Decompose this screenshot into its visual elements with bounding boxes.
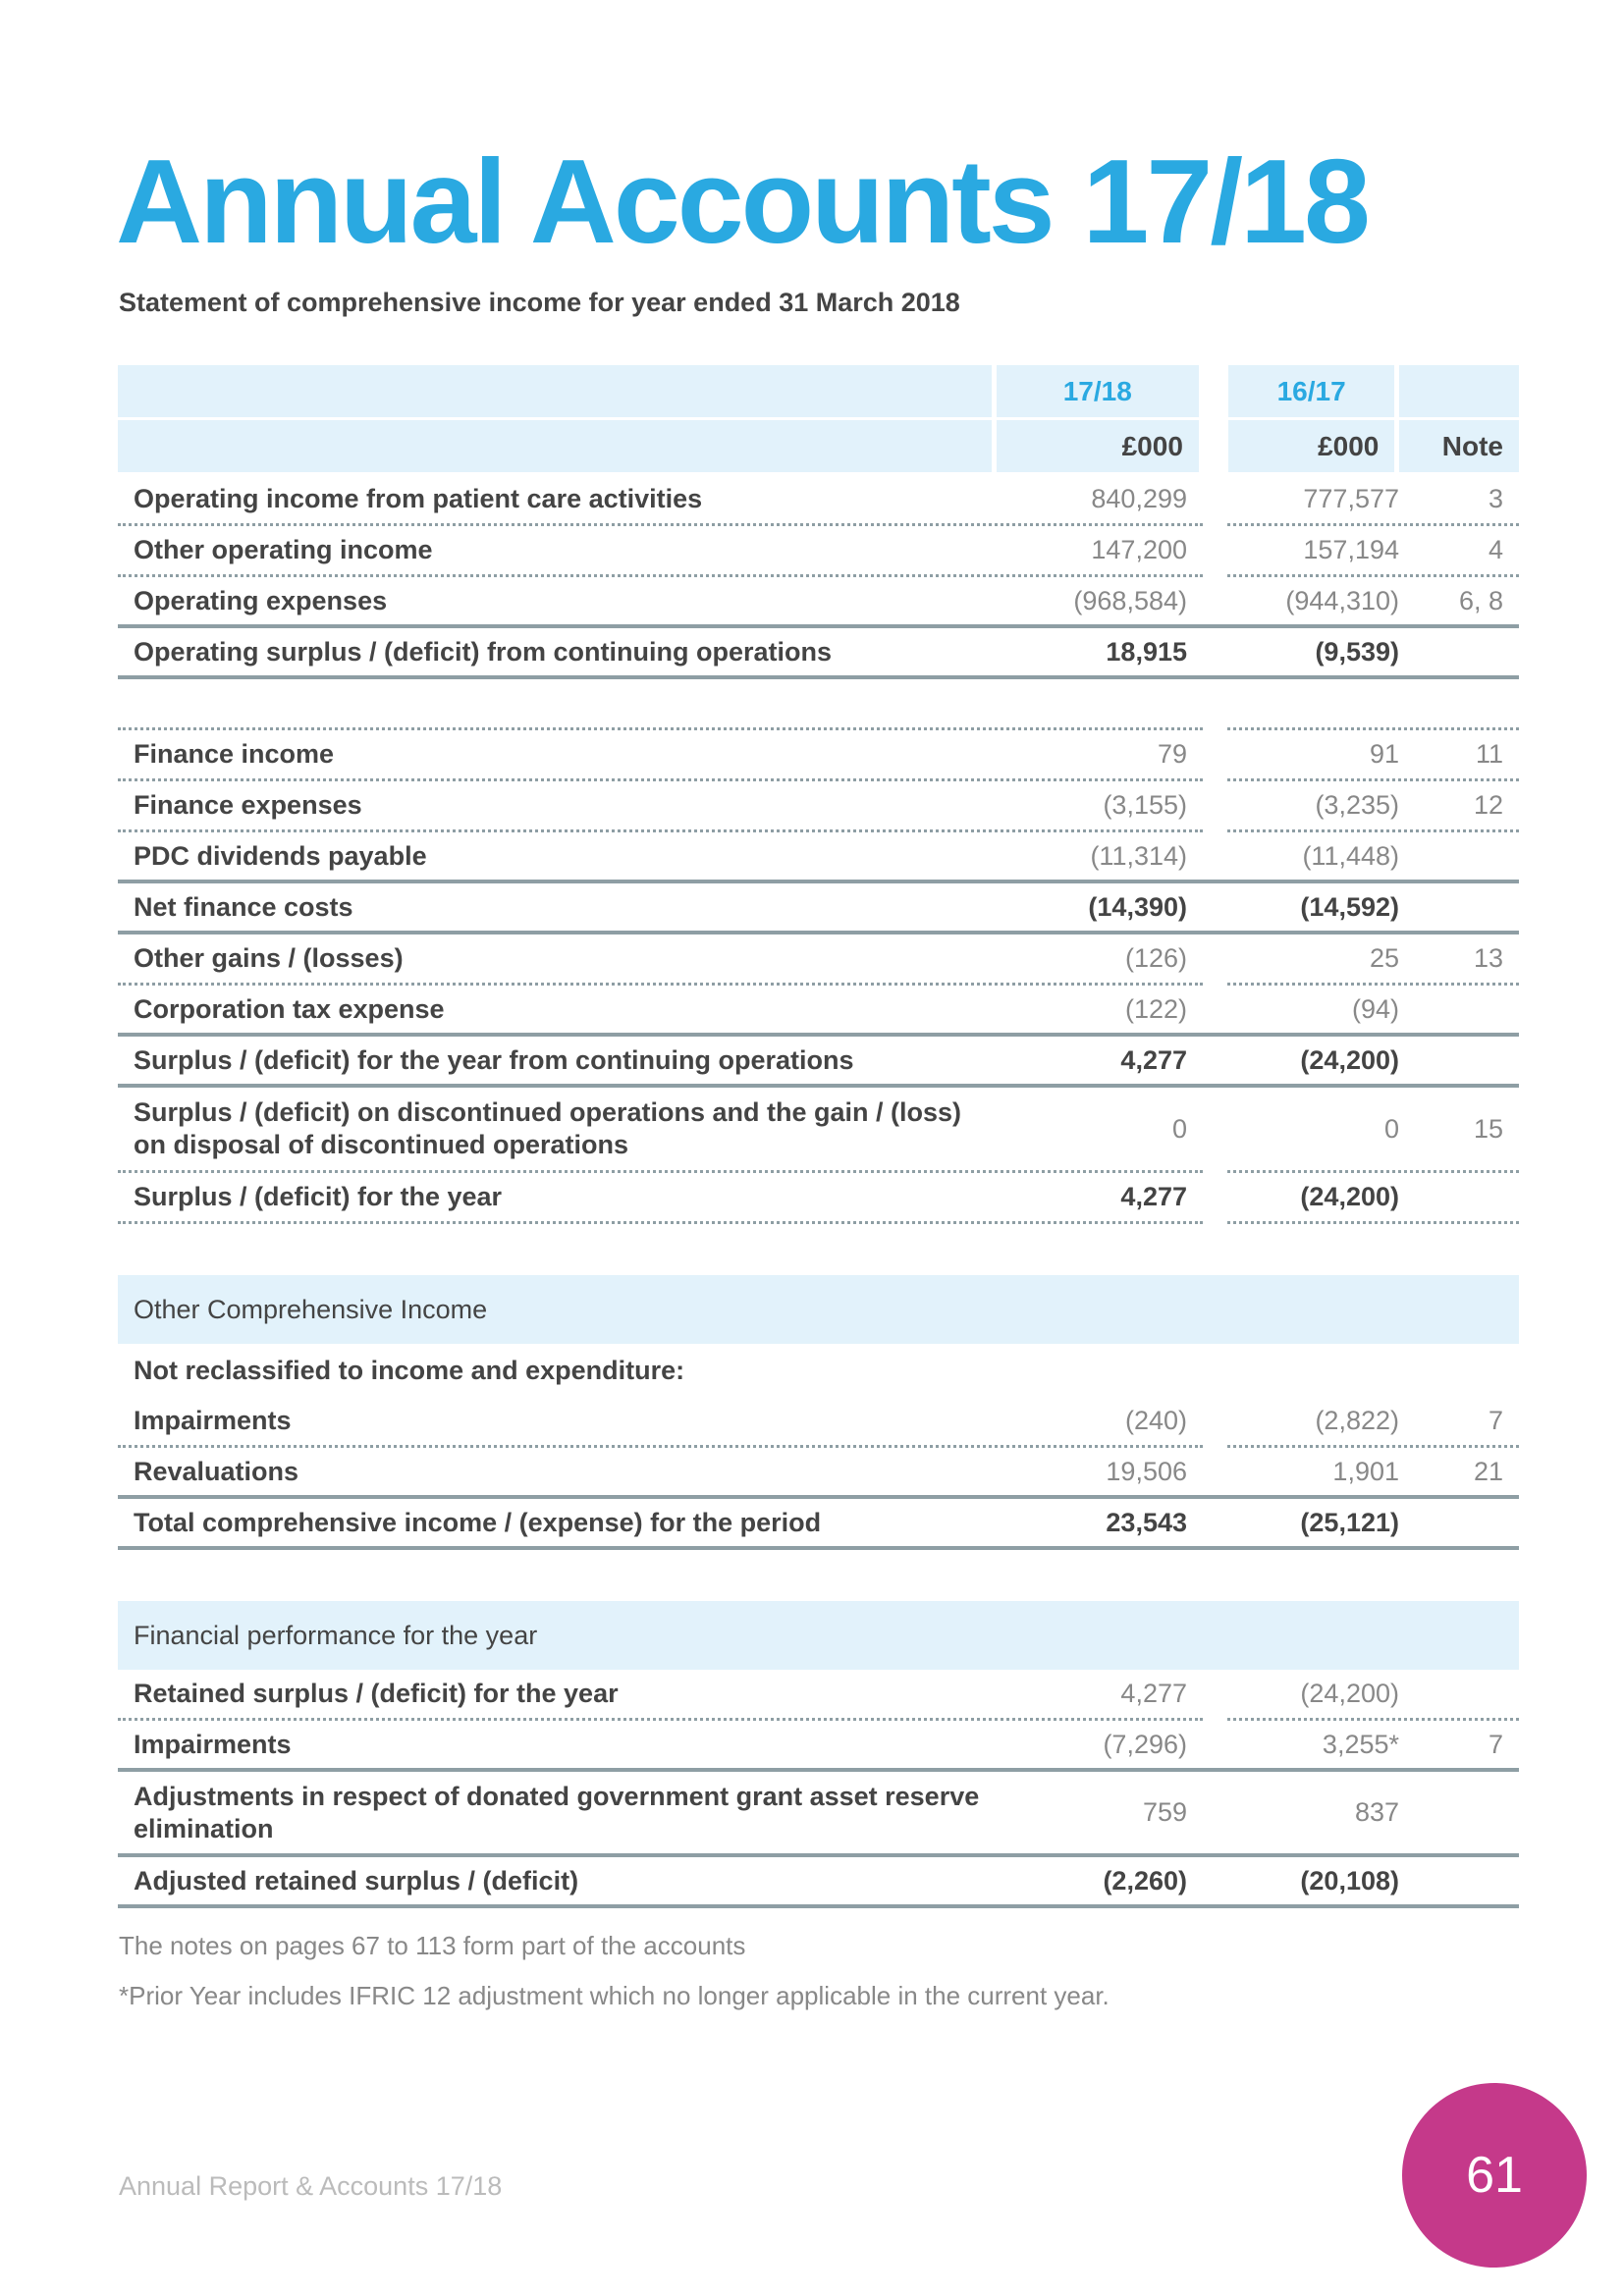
value-current-year: 18,915	[1106, 636, 1187, 667]
table-row	[118, 986, 1519, 1037]
value-current-year: 4,277	[1120, 1182, 1187, 1211]
value-current-year: 23,543	[1106, 1507, 1187, 1537]
value-current-year: (968,584)	[1073, 585, 1187, 615]
value-prior-year: 25	[1369, 943, 1399, 973]
header-note: Note	[1399, 420, 1519, 472]
header-unit-prior: £000	[1228, 420, 1394, 472]
footnote: The notes on pages 67 to 113 form part of the accounts	[119, 1931, 746, 1960]
spacer-row	[118, 1224, 1519, 1275]
section-heading-row	[118, 1601, 1519, 1670]
value-current-year: 19,506	[1106, 1456, 1187, 1486]
income-statement-table	[118, 365, 1519, 1908]
value-current-year: (3,155)	[1103, 790, 1187, 820]
value-prior-year: (944,310)	[1285, 585, 1399, 615]
note-ref	[1399, 1499, 1519, 1546]
value-prior-year: 837	[1354, 1797, 1399, 1827]
row-label: Operating income from patient care activities	[134, 484, 703, 513]
value-current-year: 759	[1142, 1797, 1187, 1827]
note-ref: 21	[1473, 1456, 1503, 1486]
value-current-year: 147,200	[1091, 535, 1187, 564]
note-ref: 4	[1488, 535, 1503, 564]
note-ref: 6, 8	[1458, 585, 1503, 615]
row-label: Total comprehensive income / (expense) for the period	[134, 1507, 822, 1537]
value-current-year: 0	[1171, 1113, 1187, 1144]
header-years-row	[118, 365, 1519, 417]
page-title: Annual Accounts 17/18	[116, 134, 1368, 268]
note-ref: 13	[1473, 943, 1503, 973]
row-label: Surplus / (deficit) for the year	[134, 1182, 503, 1211]
row-label: Operating surplus / (deficit) from continuing operations	[134, 636, 833, 667]
row-label: Operating expenses	[134, 585, 388, 615]
section-heading: Other Comprehensive Income	[134, 1294, 488, 1324]
row-label: Impairments	[134, 1729, 292, 1759]
value-prior-year: (24,200)	[1300, 1679, 1399, 1708]
note-ref	[1399, 1037, 1519, 1084]
header-year-prior: 16/17	[1228, 365, 1394, 417]
value-prior-year: (25,121)	[1300, 1507, 1399, 1537]
value-current-year: 4,277	[1120, 1044, 1187, 1075]
value-prior-year: (94)	[1351, 993, 1399, 1024]
note-ref: 7	[1488, 1729, 1503, 1759]
value-prior-year: 1,901	[1332, 1456, 1399, 1486]
value-prior-year: (2,822)	[1315, 1406, 1399, 1435]
value-prior-year: 157,194	[1303, 535, 1399, 564]
row-label: Net finance costs	[134, 891, 353, 922]
row-label: Other operating income	[134, 535, 433, 564]
page-number-badge: 61	[1402, 2083, 1587, 2268]
footnote: *Prior Year includes IFRIC 12 adjustment which no longer applicable in the current year.	[119, 1981, 1110, 2010]
footnotes	[119, 1931, 1110, 2031]
table-row	[118, 475, 1519, 526]
table-row	[118, 832, 1519, 883]
note-ref	[1399, 1173, 1519, 1221]
row-label: Adjustments in respect of donated government grant asset reserve elimination	[134, 1781, 980, 1843]
note-ref	[1399, 832, 1519, 880]
note-ref: 3	[1488, 484, 1503, 513]
section-heading: Financial performance for the year	[134, 1620, 538, 1650]
value-prior-year: 91	[1369, 739, 1399, 769]
table-row	[118, 1173, 1519, 1224]
table-row	[118, 526, 1519, 577]
value-prior-year: (24,200)	[1300, 1182, 1399, 1211]
note-ref	[1399, 986, 1519, 1033]
note-ref	[1399, 1857, 1519, 1904]
row-label: Finance expenses	[134, 790, 362, 820]
section-heading-row	[118, 1344, 1519, 1397]
note-ref: 7	[1488, 1406, 1503, 1435]
table-row	[118, 1448, 1519, 1499]
value-prior-year: (20,108)	[1300, 1865, 1399, 1896]
table-row	[118, 883, 1519, 934]
section-heading-row	[118, 1275, 1519, 1344]
table-row	[118, 781, 1519, 832]
note-ref	[1399, 883, 1519, 931]
row-label: Retained surplus / (deficit) for the year	[134, 1679, 619, 1708]
value-prior-year: (11,448)	[1302, 840, 1399, 871]
table-row	[118, 1499, 1519, 1550]
table-row	[118, 1037, 1519, 1088]
table-row	[118, 1857, 1519, 1908]
statement-subtitle: Statement of comprehensive income for year ended 31 March 2018	[119, 288, 960, 317]
table-row	[118, 1397, 1519, 1448]
section-heading: Not reclassified to income and expenditure:	[134, 1355, 685, 1385]
table-row	[118, 730, 1519, 781]
footer-text: Annual Report & Accounts 17/18	[119, 2171, 503, 2201]
row-label: Finance income	[134, 739, 335, 769]
row-label: Revaluations	[134, 1456, 299, 1486]
table-row	[118, 934, 1519, 986]
value-prior-year: (14,592)	[1300, 891, 1399, 922]
value-current-year: (7,296)	[1103, 1729, 1187, 1759]
note-ref	[1399, 1670, 1519, 1718]
table-row	[118, 577, 1519, 628]
row-label: Corporation tax expense	[134, 993, 445, 1024]
value-current-year: (240)	[1124, 1406, 1187, 1435]
spacer-row	[118, 1550, 1519, 1601]
value-current-year: (14,390)	[1088, 891, 1187, 922]
value-prior-year: 0	[1383, 1113, 1399, 1144]
row-label: PDC dividends payable	[134, 840, 427, 871]
table-row	[118, 1772, 1519, 1857]
row-label: Other gains / (losses)	[134, 943, 404, 973]
value-current-year: (2,260)	[1103, 1865, 1187, 1896]
value-prior-year: (9,539)	[1315, 636, 1399, 667]
row-label: Impairments	[134, 1406, 292, 1435]
value-prior-year: (3,235)	[1315, 790, 1399, 820]
value-current-year: (11,314)	[1090, 840, 1187, 871]
value-prior-year: 3,255*	[1322, 1729, 1399, 1759]
value-current-year: (126)	[1124, 943, 1187, 973]
note-ref: 11	[1475, 739, 1503, 769]
value-current-year: (122)	[1124, 993, 1187, 1024]
value-current-year: 4,277	[1120, 1679, 1187, 1708]
header-unit-current: £000	[997, 420, 1199, 472]
value-current-year: 79	[1157, 739, 1187, 769]
header-units-row	[118, 420, 1519, 472]
table-row	[118, 1670, 1519, 1721]
note-ref: 12	[1473, 790, 1503, 820]
row-label: Adjusted retained surplus / (deficit)	[134, 1865, 579, 1896]
row-label: Surplus / (deficit) for the year from continuing operations	[134, 1044, 854, 1075]
note-ref: 15	[1473, 1113, 1503, 1144]
header-year-current: 17/18	[997, 365, 1199, 417]
table-row	[118, 1088, 1519, 1173]
table-row	[118, 1721, 1519, 1772]
spacer-row	[118, 679, 1519, 730]
value-prior-year: 777,577	[1303, 484, 1399, 513]
value-prior-year: (24,200)	[1300, 1044, 1399, 1075]
table-row	[118, 628, 1519, 679]
note-ref	[1399, 628, 1519, 675]
note-ref	[1399, 1772, 1519, 1853]
row-label: Surplus / (deficit) on discontinued operations and the gain / (loss) on disposal of discontinued operations	[134, 1097, 962, 1159]
value-current-year: 840,299	[1091, 484, 1187, 513]
